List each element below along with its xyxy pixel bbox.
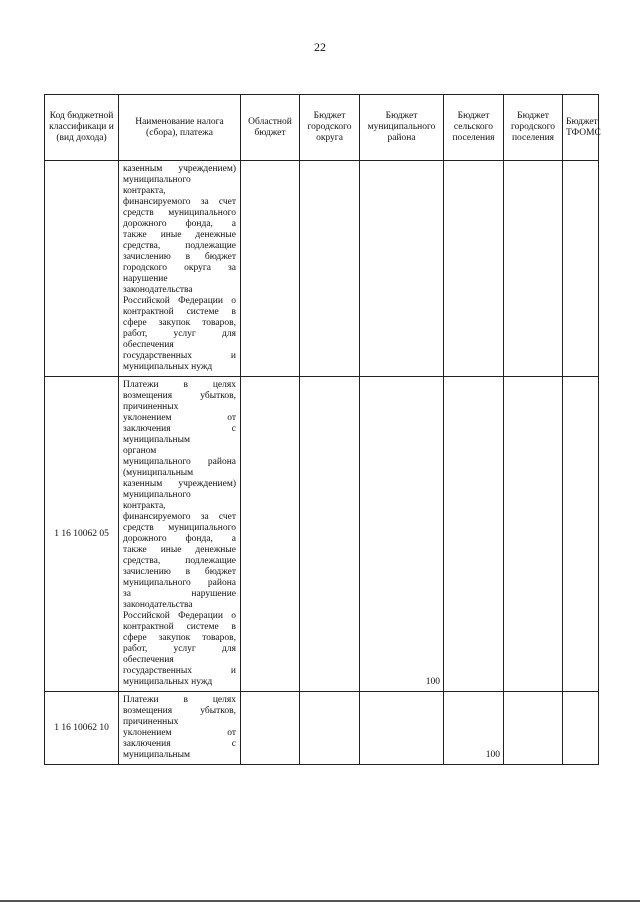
name-line: сфере закупок товаров, <box>123 633 236 643</box>
name-line: средства, подлежащие <box>123 556 236 566</box>
name-line: финансируемого за счет <box>123 512 236 522</box>
header-rural-settlement: Бюджет сельского поселения <box>444 95 504 161</box>
name-line: работ, услуг для <box>123 329 236 339</box>
table-row <box>45 377 599 692</box>
cell-rural-settlement <box>444 161 504 377</box>
name-line: контрактной системе в <box>123 307 236 317</box>
cell-name <box>119 692 241 765</box>
tax-distribution-table <box>44 94 599 765</box>
cell-urban-settlement <box>504 377 563 692</box>
name-line: заключения с <box>123 424 236 434</box>
name-line: дорожного фонда, а <box>123 219 236 229</box>
header-regional: Областной бюджет <box>241 95 300 161</box>
cell-regional <box>241 692 300 765</box>
name-line: средств муниципального <box>123 208 236 218</box>
header-municipal-district: Бюджет муниципального района <box>360 95 444 161</box>
cell-tfoms <box>563 377 599 692</box>
cell-regional <box>241 161 300 377</box>
cell-municipal-district: 100 <box>360 377 444 692</box>
cell-tfoms <box>563 161 599 377</box>
cell-urban-settlement <box>504 692 563 765</box>
cell-rural-settlement <box>444 377 504 692</box>
header-city-district: Бюджет городского округа <box>300 95 360 161</box>
cell-municipal-district <box>360 161 444 377</box>
cell-city-district <box>300 377 360 692</box>
name-line: финансируемого за счет <box>123 197 236 207</box>
name-line: государственных и <box>123 666 236 676</box>
cell-municipal-district <box>360 692 444 765</box>
cell-rural-settlement: 100 <box>444 692 504 765</box>
page-number: 22 <box>314 40 326 54</box>
header-urban-settlement: Бюджет городского поселения <box>504 95 563 161</box>
name-line: средства, подлежащие <box>123 241 236 251</box>
header-code: Код бюджетной классификаци и (вид дохода) <box>45 95 119 161</box>
cell-name <box>119 377 241 692</box>
name-line: зачислению в бюджет <box>123 567 236 577</box>
name-line: муниципального района <box>123 457 236 467</box>
name-line: дорожного фонда, а <box>123 534 236 544</box>
cell-name <box>119 161 241 377</box>
name-line: Платежи в целях <box>123 380 236 390</box>
name-line: уклонением от <box>123 413 236 423</box>
table-row <box>45 692 599 765</box>
name-line: зачислению в бюджет <box>123 252 236 262</box>
page-bottom-edge <box>0 900 640 902</box>
header-tfoms: Бюджет ТФОМС <box>563 95 599 161</box>
cell-urban-settlement <box>504 161 563 377</box>
name-line: контракта, <box>123 186 166 196</box>
cell-city-district <box>300 161 360 377</box>
name-line: муниципального <box>123 175 191 185</box>
name-line: сфере закупок товаров, <box>123 318 236 328</box>
name-line: муниципальных нужд <box>123 677 213 687</box>
cell-code: 1 16 10062 10 <box>45 692 119 765</box>
name-line: уклонением от <box>123 728 236 738</box>
name-line: причиненных <box>123 717 179 727</box>
name-line: Российской Федерации о <box>123 296 236 306</box>
name-line: контракта, <box>123 501 166 511</box>
name-line: казенным учреждением) <box>123 479 236 489</box>
name-line: муниципальным <box>123 750 191 760</box>
cell-regional <box>241 377 300 692</box>
name-line: муниципальных нужд <box>123 362 213 372</box>
name-line: работ, услуг для <box>123 644 236 654</box>
name-line: средств муниципального <box>123 523 236 533</box>
name-line: причиненных <box>123 402 179 412</box>
name-line: муниципального района <box>123 578 236 588</box>
name-line: обеспечения <box>123 340 174 350</box>
header-name: Наименование налога (сбора), платежа <box>119 95 241 161</box>
cell-code: 1 16 10062 05 <box>45 377 119 692</box>
cell-code <box>45 161 119 377</box>
name-line: законодательства <box>123 285 193 295</box>
name-line: законодательства <box>123 600 193 610</box>
cell-tfoms <box>563 692 599 765</box>
name-line: казенным учреждением) <box>123 164 236 174</box>
name-line: возмещения убытков, <box>123 391 236 401</box>
name-line: государственных и <box>123 351 236 361</box>
name-line: контрактной системе в <box>123 622 236 632</box>
name-line: за нарушение <box>123 589 236 599</box>
name-line: муниципального <box>123 490 191 500</box>
cell-city-district <box>300 692 360 765</box>
name-line: возмещения убытков, <box>123 706 236 716</box>
name-line: также иные денежные <box>123 545 236 555</box>
name-line: нарушение <box>123 274 168 284</box>
name-line: муниципальным <box>123 435 191 445</box>
name-line: Российской Федерации о <box>123 611 236 621</box>
name-line: органом <box>123 446 157 456</box>
table-row <box>45 161 599 377</box>
name-line: обеспечения <box>123 655 174 665</box>
name-line: заключения с <box>123 739 236 749</box>
name-line: (муниципальным <box>123 468 194 478</box>
name-line: Платежи в целях <box>123 695 236 705</box>
table-header-row <box>45 95 599 161</box>
name-line: городского округа за <box>123 263 236 273</box>
name-line: также иные денежные <box>123 230 236 240</box>
